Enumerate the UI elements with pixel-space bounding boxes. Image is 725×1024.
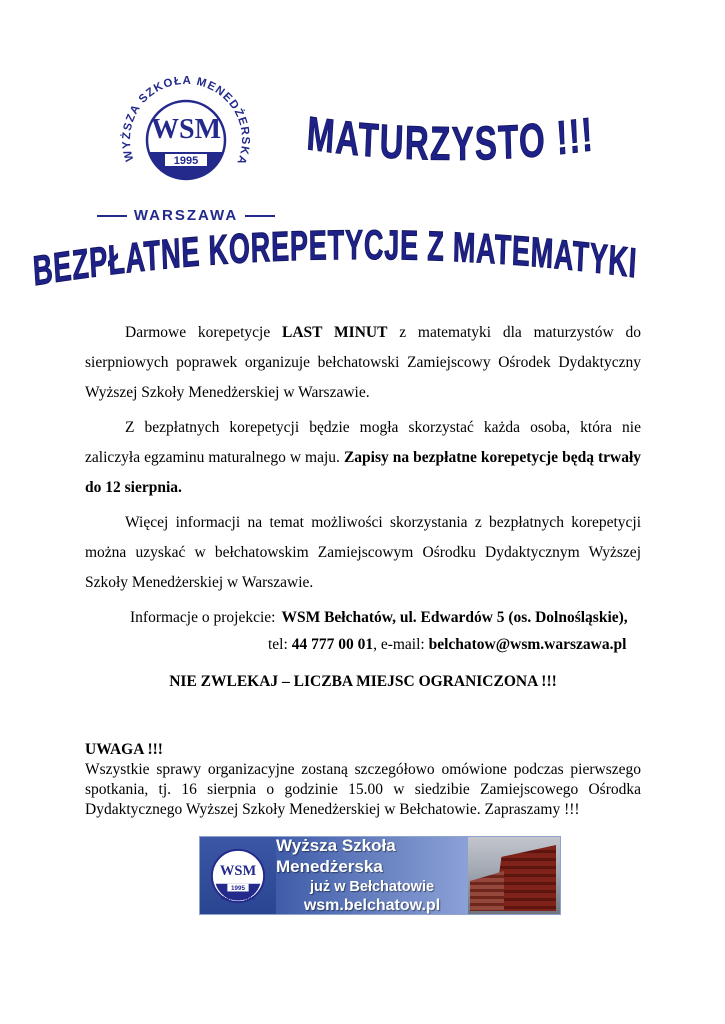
paragraph-eligibility [85, 413, 641, 503]
document-body [85, 318, 641, 820]
tel-label: tel: [268, 636, 292, 653]
p2-pre: Z bezpłatnych korepetycji będzie mogła skorzystać każda osoba, która nie zaliczyła egzaminu maturalnego w maju. [85, 419, 641, 466]
paragraph-intro [85, 318, 641, 408]
banner-subtitle: już w Bełchatowie [309, 878, 435, 895]
logo-acronym: WSM [151, 114, 221, 145]
wsm-logo-emblem [86, 74, 286, 200]
headline-korepetycje-text: BEZPŁATNE KOREPETYCJE Z MATEMATYKI [31, 222, 639, 295]
banner-title: Wyższa Szkoła Menedżerska [276, 836, 396, 877]
notice-title: UWAGA !!! [85, 741, 163, 758]
wsm-logo [86, 74, 286, 224]
p1-pre: Darmowe korepetycje [125, 324, 283, 341]
contact-line [85, 631, 641, 658]
headline-maturzysto [302, 97, 624, 175]
tel-number: 44 777 00 01 [291, 636, 374, 653]
email-address: belchatow@wsm.warszawa.pl [428, 636, 627, 653]
headline-maturzysto-text: MATURZYSTO !!! [305, 106, 596, 171]
banner-website: wsm.belchatow.pl [303, 896, 441, 914]
project-info-line [85, 604, 641, 631]
logo-ring-text: WYŻSZA SZKOŁA MENEDŻERSKA [120, 74, 252, 167]
notice-block [85, 740, 641, 820]
building-wing-shape [470, 871, 504, 911]
campus-photo [468, 837, 560, 914]
p3-text: Więcej informacji na temat możliwości skorzystania z bezpłatnych korepetycji można uzyskać w bełchatowskim Zamiejscowym Ośrodku Dydaktycznym Wyższej Szkoły Menedżerskiej w Warszawie. [85, 514, 641, 591]
info-address: WSM Bełchatów, ul. Edwardów 5 (os. Dolnośląskie), [281, 609, 628, 626]
banner-logo-year: 1995 [231, 884, 245, 892]
banner-logo-city: WARSZAWA [220, 895, 256, 902]
banner-logo-box [200, 837, 276, 914]
headline-korepetycje [28, 211, 696, 301]
p2-bold: Zapisy na bezpłatne korepetycje będą trwały do 12 sierpnia. [85, 449, 641, 496]
info-label: Informacje o projekcie: [130, 609, 276, 626]
banner-logo-acronym: WSM [219, 862, 257, 879]
paragraph-more-info [85, 508, 641, 598]
notice-text: Wszystkie sprawy organizacyjne zostaną szczegółowo omówione podczas pierwszego spotkania, tj. 16 sierpnia o godzinie 15.00 w siedzibie Zamiejscowego Ośrodka Dydaktycznego Wyższej Szkoły Menedżerskiej w Bełchatowie. Zapraszamy !!! [85, 761, 641, 818]
svg-text:BEZPŁATNE KOREPETYCJE Z MATEMA [32, 222, 639, 295]
banner-wsm-logo [209, 847, 267, 905]
p1-bold: LAST MINUT [282, 324, 388, 341]
svg-text:MATURZYSTO !!! [305, 106, 595, 170]
wsm-belchatow-banner [199, 836, 561, 915]
email-label: , e-mail: [373, 636, 429, 653]
logo-city: WARSZAWA [133, 207, 239, 224]
logo-year: 1995 [173, 155, 199, 167]
cta-line: NIE ZWLEKAJ – LICZBA MIEJSC OGRANICZONA !!! [169, 673, 557, 690]
p1-post: z matematyki dla maturzystów do sierpniowych poprawek organizuje bełchatowski Zamiejscowy Ośrodek Dydaktyczny Wyższej Szkoły Menedżerskiej w Warszawie. [85, 324, 641, 401]
banner-text-box [276, 837, 468, 914]
